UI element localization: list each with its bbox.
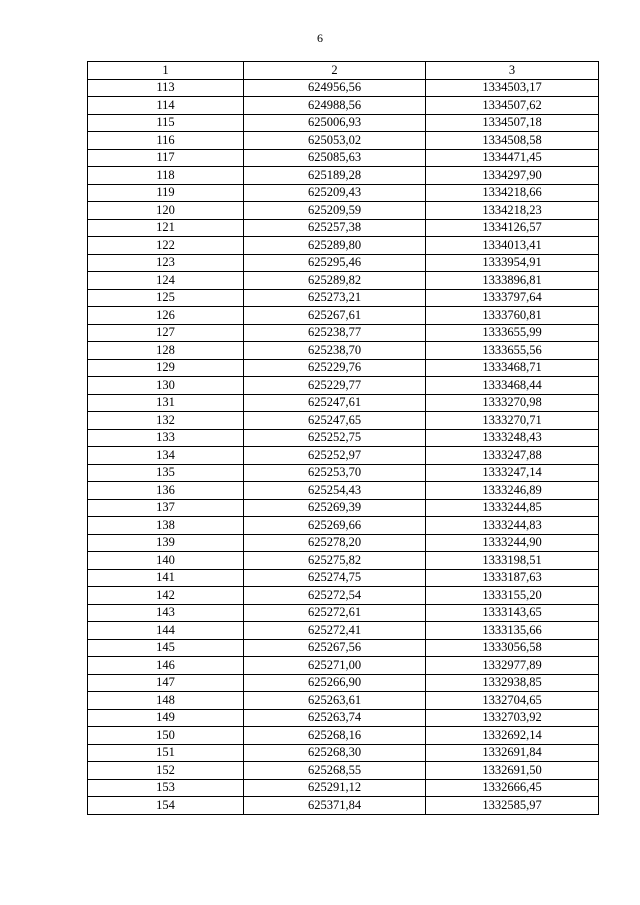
cell-x-coordinate: 625266,90 (244, 674, 426, 692)
cell-point-number: 149 (88, 709, 244, 727)
table-row (88, 534, 599, 552)
table-row (88, 289, 599, 307)
cell-x-coordinate: 625238,70 (244, 342, 426, 360)
cell-x-coordinate: 625189,28 (244, 167, 426, 185)
cell-y-coordinate: 1332977,89 (426, 657, 599, 675)
cell-x-coordinate: 625268,55 (244, 762, 426, 780)
cell-y-coordinate: 1334503,17 (426, 79, 599, 97)
header-cell-y: 3 (426, 62, 599, 80)
cell-point-number: 136 (88, 482, 244, 500)
cell-y-coordinate: 1334471,45 (426, 149, 599, 167)
cell-y-coordinate: 1333244,83 (426, 517, 599, 535)
cell-point-number: 153 (88, 779, 244, 797)
cell-x-coordinate: 625295,46 (244, 254, 426, 272)
cell-point-number: 123 (88, 254, 244, 272)
cell-y-coordinate: 1333248,43 (426, 429, 599, 447)
cell-x-coordinate: 625272,41 (244, 622, 426, 640)
table-row (88, 412, 599, 430)
cell-point-number: 142 (88, 587, 244, 605)
cell-x-coordinate: 625278,20 (244, 534, 426, 552)
cell-point-number: 143 (88, 604, 244, 622)
cell-point-number: 126 (88, 307, 244, 325)
cell-x-coordinate: 625273,21 (244, 289, 426, 307)
cell-y-coordinate: 1334297,90 (426, 167, 599, 185)
cell-point-number: 148 (88, 692, 244, 710)
cell-y-coordinate: 1333056,58 (426, 639, 599, 657)
table-row (88, 307, 599, 325)
header-cell-point: 1 (88, 62, 244, 80)
cell-point-number: 146 (88, 657, 244, 675)
cell-point-number: 116 (88, 132, 244, 150)
cell-x-coordinate: 625247,65 (244, 412, 426, 430)
cell-x-coordinate: 625267,61 (244, 307, 426, 325)
cell-y-coordinate: 1333655,99 (426, 324, 599, 342)
cell-y-coordinate: 1333247,88 (426, 447, 599, 465)
cell-x-coordinate: 625053,02 (244, 132, 426, 150)
cell-point-number: 133 (88, 429, 244, 447)
cell-y-coordinate: 1333655,56 (426, 342, 599, 360)
table-row (88, 132, 599, 150)
cell-y-coordinate: 1333246,89 (426, 482, 599, 500)
cell-x-coordinate: 625209,43 (244, 184, 426, 202)
cell-point-number: 122 (88, 237, 244, 255)
cell-y-coordinate: 1333760,81 (426, 307, 599, 325)
cell-y-coordinate: 1333247,14 (426, 464, 599, 482)
cell-x-coordinate: 625006,93 (244, 114, 426, 132)
cell-x-coordinate: 625371,84 (244, 797, 426, 815)
cell-point-number: 150 (88, 727, 244, 745)
cell-point-number: 139 (88, 534, 244, 552)
cell-point-number: 124 (88, 272, 244, 290)
cell-point-number: 132 (88, 412, 244, 430)
cell-x-coordinate: 625274,75 (244, 569, 426, 587)
cell-y-coordinate: 1332692,14 (426, 727, 599, 745)
cell-y-coordinate: 1333143,65 (426, 604, 599, 622)
cell-y-coordinate: 1333187,63 (426, 569, 599, 587)
cell-y-coordinate: 1333896,81 (426, 272, 599, 290)
cell-y-coordinate: 1334218,66 (426, 184, 599, 202)
table-row (88, 394, 599, 412)
cell-y-coordinate: 1332691,50 (426, 762, 599, 780)
cell-point-number: 134 (88, 447, 244, 465)
table-row (88, 622, 599, 640)
cell-y-coordinate: 1334508,58 (426, 132, 599, 150)
cell-x-coordinate: 625271,00 (244, 657, 426, 675)
cell-y-coordinate: 1333270,98 (426, 394, 599, 412)
cell-x-coordinate: 625263,61 (244, 692, 426, 710)
cell-point-number: 120 (88, 202, 244, 220)
table-row (88, 744, 599, 762)
cell-x-coordinate: 625229,76 (244, 359, 426, 377)
table-row (88, 149, 599, 167)
table-row (88, 762, 599, 780)
cell-x-coordinate: 625275,82 (244, 552, 426, 570)
cell-x-coordinate: 625229,77 (244, 377, 426, 395)
cell-x-coordinate: 625267,56 (244, 639, 426, 657)
cell-x-coordinate: 625269,39 (244, 499, 426, 517)
cell-point-number: 115 (88, 114, 244, 132)
cell-point-number: 114 (88, 97, 244, 115)
table-row (88, 237, 599, 255)
table-row (88, 272, 599, 290)
table-row (88, 674, 599, 692)
cell-y-coordinate: 1332938,85 (426, 674, 599, 692)
cell-y-coordinate: 1332704,65 (426, 692, 599, 710)
cell-point-number: 154 (88, 797, 244, 815)
cell-y-coordinate: 1333244,90 (426, 534, 599, 552)
cell-x-coordinate: 625252,97 (244, 447, 426, 465)
table-row (88, 114, 599, 132)
table-header (88, 62, 599, 80)
cell-y-coordinate: 1332703,92 (426, 709, 599, 727)
table-row (88, 727, 599, 745)
table-row (88, 167, 599, 185)
cell-x-coordinate: 625085,63 (244, 149, 426, 167)
table-row (88, 517, 599, 535)
cell-y-coordinate: 1334218,23 (426, 202, 599, 220)
table-row (88, 324, 599, 342)
table-row (88, 464, 599, 482)
cell-point-number: 118 (88, 167, 244, 185)
table-row (88, 447, 599, 465)
cell-y-coordinate: 1333155,20 (426, 587, 599, 605)
cell-x-coordinate: 625263,74 (244, 709, 426, 727)
table-row (88, 797, 599, 815)
cell-x-coordinate: 625268,16 (244, 727, 426, 745)
table-row (88, 359, 599, 377)
table-row (88, 184, 599, 202)
cell-point-number: 121 (88, 219, 244, 237)
cell-x-coordinate: 625291,12 (244, 779, 426, 797)
table-body (88, 79, 599, 814)
cell-x-coordinate: 625272,54 (244, 587, 426, 605)
table-row (88, 692, 599, 710)
cell-point-number: 125 (88, 289, 244, 307)
table-row (88, 219, 599, 237)
cell-x-coordinate: 625269,66 (244, 517, 426, 535)
cell-point-number: 137 (88, 499, 244, 517)
cell-point-number: 135 (88, 464, 244, 482)
table-row (88, 569, 599, 587)
cell-y-coordinate: 1334126,57 (426, 219, 599, 237)
table-row (88, 482, 599, 500)
cell-x-coordinate: 625209,59 (244, 202, 426, 220)
table-row (88, 657, 599, 675)
cell-point-number: 144 (88, 622, 244, 640)
header-cell-x: 2 (244, 62, 426, 80)
cell-y-coordinate: 1334507,62 (426, 97, 599, 115)
cell-x-coordinate: 624988,56 (244, 97, 426, 115)
table-row (88, 97, 599, 115)
cell-x-coordinate: 625252,75 (244, 429, 426, 447)
cell-y-coordinate: 1333244,85 (426, 499, 599, 517)
cell-y-coordinate: 1333198,51 (426, 552, 599, 570)
cell-point-number: 138 (88, 517, 244, 535)
table-row (88, 587, 599, 605)
cell-x-coordinate: 625247,61 (244, 394, 426, 412)
cell-y-coordinate: 1333797,64 (426, 289, 599, 307)
coordinates-table (87, 61, 599, 815)
table-row (88, 639, 599, 657)
table-row (88, 377, 599, 395)
cell-point-number: 128 (88, 342, 244, 360)
cell-y-coordinate: 1332691,84 (426, 744, 599, 762)
cell-x-coordinate: 625272,61 (244, 604, 426, 622)
cell-point-number: 127 (88, 324, 244, 342)
cell-point-number: 129 (88, 359, 244, 377)
cell-y-coordinate: 1333135,66 (426, 622, 599, 640)
cell-point-number: 119 (88, 184, 244, 202)
cell-point-number: 130 (88, 377, 244, 395)
cell-x-coordinate: 625257,38 (244, 219, 426, 237)
cell-point-number: 113 (88, 79, 244, 97)
cell-x-coordinate: 625268,30 (244, 744, 426, 762)
cell-point-number: 131 (88, 394, 244, 412)
table-row (88, 429, 599, 447)
cell-x-coordinate: 625254,43 (244, 482, 426, 500)
cell-x-coordinate: 625238,77 (244, 324, 426, 342)
cell-x-coordinate: 624956,56 (244, 79, 426, 97)
table-row (88, 779, 599, 797)
cell-point-number: 151 (88, 744, 244, 762)
table-row (88, 254, 599, 272)
cell-x-coordinate: 625289,82 (244, 272, 426, 290)
cell-y-coordinate: 1333468,71 (426, 359, 599, 377)
cell-y-coordinate: 1333468,44 (426, 377, 599, 395)
table-row (88, 552, 599, 570)
table-row (88, 342, 599, 360)
table-row (88, 709, 599, 727)
cell-y-coordinate: 1333270,71 (426, 412, 599, 430)
cell-point-number: 147 (88, 674, 244, 692)
cell-y-coordinate: 1332585,97 (426, 797, 599, 815)
cell-y-coordinate: 1332666,45 (426, 779, 599, 797)
table-row (88, 79, 599, 97)
cell-y-coordinate: 1333954,91 (426, 254, 599, 272)
table-row (88, 202, 599, 220)
page-number: 6 (317, 31, 323, 45)
cell-y-coordinate: 1334507,18 (426, 114, 599, 132)
table-row (88, 604, 599, 622)
cell-y-coordinate: 1334013,41 (426, 237, 599, 255)
cell-point-number: 152 (88, 762, 244, 780)
cell-point-number: 141 (88, 569, 244, 587)
table-row (88, 499, 599, 517)
cell-x-coordinate: 625289,80 (244, 237, 426, 255)
cell-point-number: 140 (88, 552, 244, 570)
cell-point-number: 145 (88, 639, 244, 657)
cell-x-coordinate: 625253,70 (244, 464, 426, 482)
header-row (88, 62, 599, 80)
cell-point-number: 117 (88, 149, 244, 167)
